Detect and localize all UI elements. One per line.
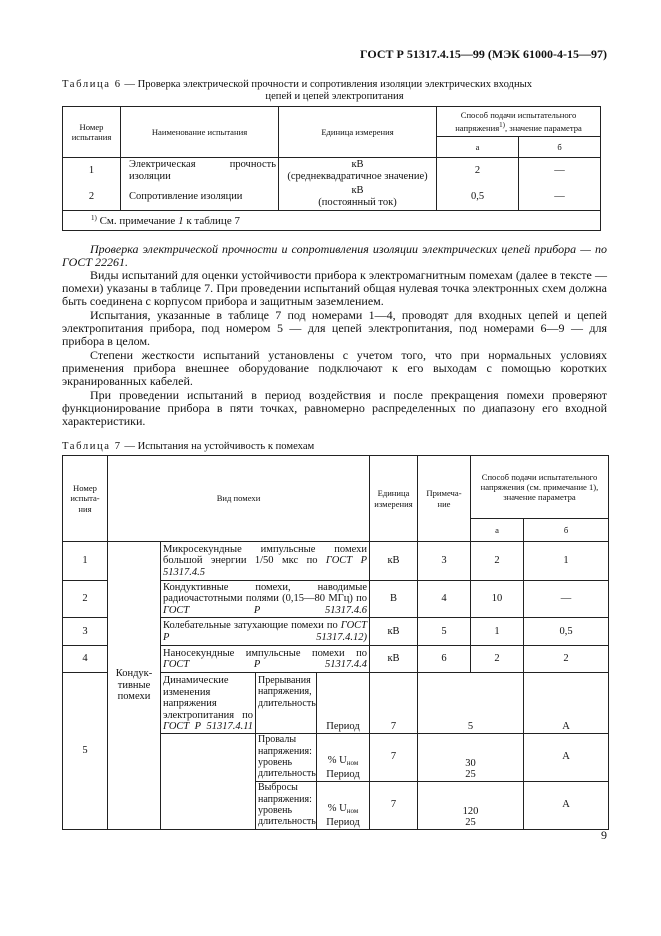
table7-row5-sub2-unit-line1: % U bbox=[327, 754, 347, 766]
table6 bbox=[62, 106, 601, 231]
table7-row5-sub3-label: Выбросы напряжения: уровень длительность bbox=[256, 781, 317, 829]
table7-row3-a: 1 bbox=[471, 618, 524, 646]
table6-header-name: Наименование испытания bbox=[121, 107, 279, 158]
table7-header-col-b: б bbox=[524, 519, 609, 542]
table7-row3-type bbox=[161, 618, 370, 646]
table7-row5-sub2-note: 7 bbox=[370, 733, 418, 781]
table7-row4-num: 4 bbox=[63, 646, 108, 673]
table7-caption-text: — Испытания на устойчивость к помехам bbox=[121, 441, 315, 452]
table7-row4-a: 2 bbox=[471, 646, 524, 673]
table7-row4-unit: кВ bbox=[370, 646, 418, 673]
table7-row1-type-std: ГОСТ Р 51317.4.5 bbox=[163, 555, 367, 578]
table7-row5-sub1-value bbox=[418, 673, 524, 734]
table7-row1-type-text: Микросекундные импульсные помехи большой энергии 1/50 мкс по bbox=[163, 543, 367, 567]
table7-row1-b: 1 bbox=[524, 542, 609, 581]
table7-row3-note: 5 bbox=[418, 618, 471, 646]
table7-row2-a: 10 bbox=[471, 581, 524, 618]
page-number: 9 bbox=[601, 828, 607, 842]
table6-header-method-sup: 1) bbox=[499, 121, 505, 129]
table7-row4-type-std: ГОСТ Р 51317.4.4 bbox=[163, 659, 367, 670]
table7-row5-main bbox=[161, 673, 256, 734]
table7-row1-type bbox=[161, 542, 370, 581]
table7-row5-main-std: ГОСТ Р 51317.4.11 bbox=[163, 721, 253, 732]
table7-header-type: Вид помехи bbox=[108, 456, 370, 542]
table7-row5-sub3-unit-line1: % U bbox=[327, 802, 347, 814]
table7-row2-note: 4 bbox=[418, 581, 471, 618]
paragraph-test-numbers: Испытания, указанные в таблице 7 под номерами 1—4, проводят для входных цепей и цепей электропитания прибора, под номером 5 — для цепей электропитания, под номерами 6—9 — для прибора в целом. bbox=[62, 308, 607, 348]
table7-group-conductive: Кондук- тивные помехи bbox=[108, 542, 161, 830]
table7-row3-type-std: ГОСТ Р 51317.4.12) bbox=[163, 620, 367, 643]
table6-footnote-sup: 1) bbox=[91, 214, 97, 223]
table6-header-unit: Единица измерения bbox=[279, 107, 437, 158]
table7-row5-sub3-value-line1: 120 bbox=[462, 805, 479, 817]
table7-row5-sub3-unit-line2: Период bbox=[326, 817, 360, 828]
table7-row2-b: — bbox=[524, 581, 609, 618]
table6-row2-num: 2 bbox=[63, 184, 121, 211]
paragraph-functioning: При проведении испытаний в период воздействия и после прекращения помехи проверяют функционирование прибора в пяти точках, равномерно распределенных по диапазону его входной характеристики. bbox=[62, 388, 607, 428]
table7-header-col-a: а bbox=[471, 519, 524, 542]
table7-header-unit: Единица измерения bbox=[370, 456, 418, 542]
table6-header-number: Номер испытания bbox=[63, 107, 121, 158]
table7-row5-sub2-unit-sub: ном bbox=[346, 758, 359, 767]
table7-row5-sub1-value-line2: 5 bbox=[467, 721, 474, 732]
table7-row4-note: 6 bbox=[418, 646, 471, 673]
table7-row4-type bbox=[161, 646, 370, 673]
table6-caption-label: Таблица 6 bbox=[62, 79, 122, 90]
table7-row5-sub1-crit: А bbox=[524, 673, 609, 734]
table7-row2-type bbox=[161, 581, 370, 618]
table6-row1-b: — bbox=[519, 158, 601, 184]
table7-row5-sub2-unit-line2: Период bbox=[326, 769, 360, 780]
table6-footnote-post: к таблице 7 bbox=[183, 215, 240, 228]
table7-row1-note: 3 bbox=[418, 542, 471, 581]
table7-row5-sub2-value-line2: 25 bbox=[465, 769, 476, 780]
table7-row5-sub2-unit bbox=[317, 733, 370, 781]
table7-row2-type-text: Кондуктивные помехи, наводимые радиочастотными полями (0,15—80 МГц) по bbox=[163, 581, 367, 605]
table6-header-method bbox=[437, 107, 601, 137]
table7-row5-sub3-value bbox=[418, 781, 524, 829]
table7-row3-unit: кВ bbox=[370, 618, 418, 646]
table7-row5-num: 5 bbox=[63, 673, 108, 830]
table7-row2-type-std: ГОСТ Р 51317.4.6 bbox=[163, 604, 367, 616]
table7-row5-sub1-note: 7 bbox=[370, 673, 418, 734]
table7-caption bbox=[62, 441, 607, 453]
table7-row5-sub1-unit-line2: Период bbox=[326, 721, 360, 732]
table7-row5-sub3-unit-sub: ном bbox=[346, 806, 359, 815]
table7-row3-num: 3 bbox=[63, 618, 108, 646]
table7-row3-b: 0,5 bbox=[524, 618, 609, 646]
table7-row5-sub2-crit: А bbox=[524, 733, 609, 781]
table6-row2-unit bbox=[279, 184, 437, 211]
table7-header-method: Способ подачи испытательного напряжения (см. примечание 1), значение параметра bbox=[471, 456, 609, 519]
paragraph-severity: Степени жесткости испытаний установлены с учетом того, что при нормальных условиях применения прибора внешнее оборудование подключают к его выходам с помощью коротких экранированных кабелей. bbox=[62, 348, 607, 388]
table6-footnote bbox=[63, 211, 601, 231]
table6-row2-b: — bbox=[519, 184, 601, 211]
document-header: ГОСТ Р 51317.4.15—99 (МЭК 61000-4-15—97) bbox=[360, 47, 607, 61]
table7-row5-sub3-value-line2: 25 bbox=[465, 817, 476, 828]
table6-row1-unit-line2: (среднеквадратичное значение) bbox=[287, 170, 428, 182]
table6-footnote-num: 1 bbox=[178, 215, 184, 228]
table6-footnote-pre: См. примечание bbox=[96, 215, 179, 228]
table7-row5-sub1-label: Прерывания напряжения, длительность bbox=[256, 673, 317, 734]
table6-caption bbox=[62, 79, 607, 91]
table6-row1-unit-line1: кВ bbox=[351, 159, 364, 171]
table7-row1-unit: кВ bbox=[370, 542, 418, 581]
table6-row1-num: 1 bbox=[63, 158, 121, 184]
table7-row5-sub1-unit bbox=[317, 673, 370, 734]
table6-caption-line2: цепей и цепей электропитания bbox=[265, 91, 404, 102]
table7-row4-b: 2 bbox=[524, 646, 609, 673]
table7-row5-sub2-label: Провалы напряжения: уровень длительность bbox=[256, 733, 317, 781]
table7-header-note: Примеча- ние bbox=[418, 456, 471, 542]
table6-header-col-b: б bbox=[519, 137, 601, 158]
table7-header-number: Номер испыта- ния bbox=[63, 456, 108, 542]
table7-row5-sub2-value-line1: 30 bbox=[465, 757, 476, 769]
table6-header-method-tail: , значение параметра bbox=[505, 123, 582, 133]
table6-header-col-a: а bbox=[437, 137, 519, 158]
table6-row1-name: Электрическая прочность изоляции bbox=[121, 158, 279, 184]
table6-row2-a: 0,5 bbox=[437, 184, 519, 211]
table7-row2-unit: В bbox=[370, 581, 418, 618]
table7-row5-sub3-note: 7 bbox=[370, 781, 418, 829]
table7-row2-num: 2 bbox=[63, 581, 108, 618]
paragraph-insulation-check: Проверка электрической прочности и сопротивления изоляции электрических цепей прибора — по ГОСТ 22261. bbox=[62, 242, 607, 269]
table6-caption-text: — Проверка электрической прочности и сопротивления изоляции электрических входных bbox=[121, 79, 533, 90]
table7-row5-main-spacer1 bbox=[161, 733, 256, 781]
paragraph-test-types: Виды испытаний для оценки устойчивости прибора к электромагнитным помехам (далее в тексте — помехи) указаны в таблице 7. При проведении испытаний общая нулевая точка электронных схем должна быть соединена с корпусом прибора и защитным заземлением. bbox=[62, 268, 607, 308]
table7-row5-main-text: Динамические изменения напряжения электропитания по bbox=[163, 675, 253, 721]
table7-row4-type-text: Наносекундные импульсные помехи по bbox=[163, 647, 367, 659]
table6-row2-unit-line2: (постоянный ток) bbox=[318, 196, 397, 208]
table7-row1-num: 1 bbox=[63, 542, 108, 581]
table7-row5-sub3-unit bbox=[317, 781, 370, 829]
table7-row5-main-spacer2 bbox=[161, 781, 256, 829]
table7-row5-sub3-crit: А bbox=[524, 781, 609, 829]
table7 bbox=[62, 455, 609, 830]
table7-row5-sub2-value bbox=[418, 733, 524, 781]
table7-caption-label: Таблица 7 bbox=[62, 441, 122, 452]
table6-header-method-text: Способ подачи испытательного напряжения bbox=[455, 109, 577, 133]
table7-row3-type-text: Колебательные затухающие помехи по bbox=[163, 620, 341, 631]
table6-row1-a: 2 bbox=[437, 158, 519, 184]
table7-row1-a: 2 bbox=[471, 542, 524, 581]
table6-row1-unit bbox=[279, 158, 437, 184]
table6-row2-unit-line1: кВ bbox=[351, 185, 364, 197]
table6-row2-name: Сопротивление изоляции bbox=[121, 184, 279, 211]
